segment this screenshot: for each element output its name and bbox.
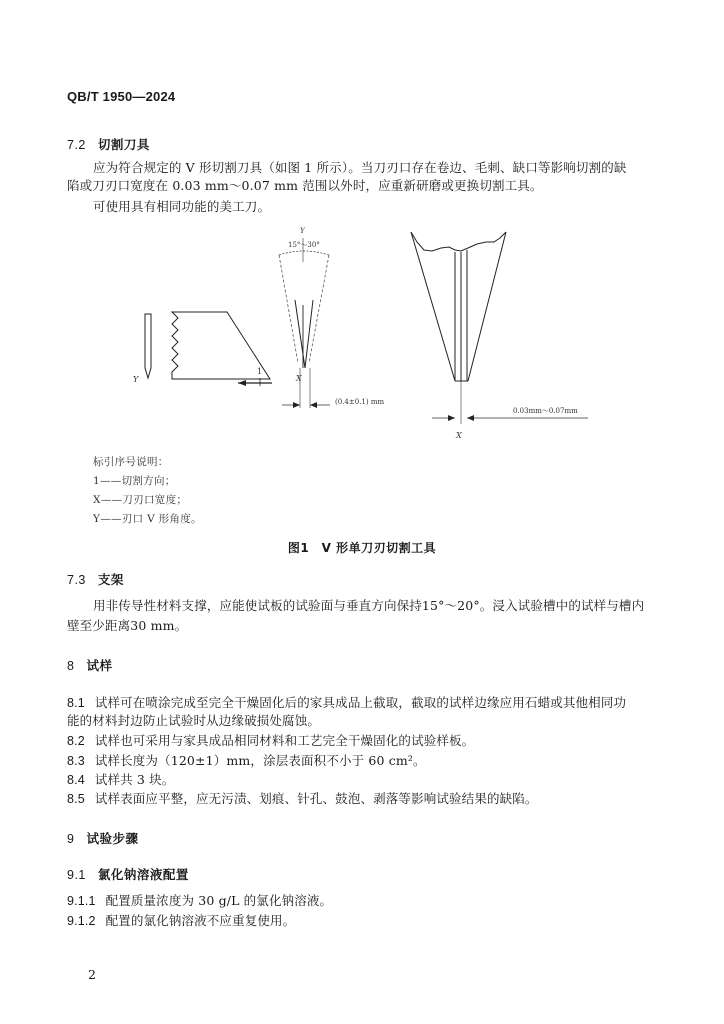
- section-title: 试验步骤: [86, 831, 139, 846]
- paragraph-line: 陷或刀刃口宽度在 0.03 mm～0.07 mm 范围以外时，应重新研磨或更换切割工具。: [67, 178, 543, 193]
- label-x-right: X: [456, 431, 462, 440]
- clause-text: 配置的氯化钠溶液不应重复使用。: [105, 913, 296, 928]
- standard-id: QB/T 1950—2024: [67, 89, 176, 104]
- label-1: 1: [257, 367, 263, 376]
- paragraph-line: 用非传导性材料支撑，应能使试板的试验面与垂直方向保持15°～20°。浸入试验槽中的试样与槽内: [93, 598, 645, 613]
- paragraph-line: 可使用具有相同功能的美工刀。: [93, 199, 271, 214]
- figure-v-cutting-tool: [0, 0, 724, 450]
- arrowhead: [293, 402, 300, 408]
- clause-number: 8.4: [67, 773, 85, 787]
- figure-caption: 图1 V 形单刀刃切割工具: [287, 541, 437, 555]
- section-number: 8: [67, 659, 75, 673]
- arrowhead: [467, 415, 474, 421]
- clause-text: 试样可在喷涂完成至完全干燥固化后的家具成品上截取，截取的试样边缘应用石蜡或其他相同功: [94, 695, 627, 710]
- section-number: 9.1: [67, 868, 86, 882]
- clause-text: 试样共 3 块。: [94, 772, 175, 787]
- clause-text: 试样长度为（120±1）mm，涂层表面积不小于 60 cm²。: [94, 753, 426, 768]
- paragraph-line: 能的材料封边防止试验时从边缘破损处腐蚀。: [67, 713, 321, 728]
- section-9-1-heading: [67, 865, 189, 883]
- section-8-heading: [67, 656, 112, 674]
- cut-plate: [172, 312, 270, 379]
- section-number: 7.2: [67, 138, 86, 152]
- arrowhead: [238, 380, 246, 386]
- angle-arc: [279, 251, 329, 255]
- section-number: 7.3: [67, 573, 86, 587]
- clause-8-1: [67, 694, 626, 712]
- clause-text: 试样表面应平整，应无污渍、划痕、针孔、鼓泡、剥落等影响试验结果的缺陷。: [94, 791, 538, 806]
- section-title: 切割刀具: [97, 137, 150, 152]
- clause-text: 试样也可采用与家具成品相同材料和工艺完全干燥固化的试验样板。: [94, 733, 475, 748]
- clause-9-1-2: [67, 912, 295, 930]
- section-title: 氯化钠溶液配置: [97, 867, 189, 882]
- clause-8-3: [67, 752, 426, 770]
- clause-text: 配置质量浓度为 30 g/L 的氯化钠溶液。: [105, 893, 333, 908]
- legend-item: 1——切割方向；: [93, 475, 176, 487]
- paragraph-line: 应为符合规定的 V 形切割刀具（如图 1 所示）。当刀刃口存在卷边、毛刺、缺口等影响切割的缺: [93, 160, 627, 175]
- clause-9-1-1: [67, 892, 332, 910]
- blade-large-view: [411, 232, 506, 381]
- legend-title: 标引序号说明：: [93, 456, 169, 468]
- angle-label: 15°～30°: [288, 241, 320, 249]
- v-blade-front-view: [279, 227, 384, 408]
- page-number: 2: [88, 967, 97, 982]
- dim-label-right: 0.03mm～0.07mm: [513, 407, 578, 415]
- label-x-mid: X: [296, 374, 302, 383]
- blade-side-view: [145, 314, 151, 378]
- arrowhead: [310, 402, 317, 408]
- legend-item: Y——刃口 V 形角度。: [93, 513, 202, 525]
- legend-item: X——刀刃口宽度；: [93, 494, 188, 506]
- clause-number: 8.5: [67, 792, 85, 806]
- clause-8-4: [67, 771, 174, 789]
- arrowhead: [448, 415, 455, 421]
- section-7-3-heading: [67, 570, 124, 588]
- clause-number: 9.1.2: [67, 914, 96, 928]
- clause-8-2: [67, 732, 474, 750]
- clause-number: 8.3: [67, 754, 85, 768]
- label-y-left: Y: [133, 375, 139, 384]
- section-title: 支架: [97, 572, 124, 587]
- section-number: 9: [67, 832, 75, 846]
- dim-label-mid: (0.4±0.1) mm: [335, 398, 385, 406]
- v-blade-outline: [295, 300, 313, 368]
- section-title: 试样: [86, 658, 113, 673]
- clause-number: 8.2: [67, 734, 85, 748]
- clause-number: 8.1: [67, 696, 85, 710]
- angle-line-left: [279, 255, 298, 363]
- clause-number: 9.1.1: [67, 894, 96, 908]
- paragraph-line: 壁至少距离30 mm。: [67, 618, 188, 633]
- label-y: Y: [300, 227, 305, 235]
- section-9-heading: [67, 829, 138, 847]
- clause-8-5: [67, 790, 538, 808]
